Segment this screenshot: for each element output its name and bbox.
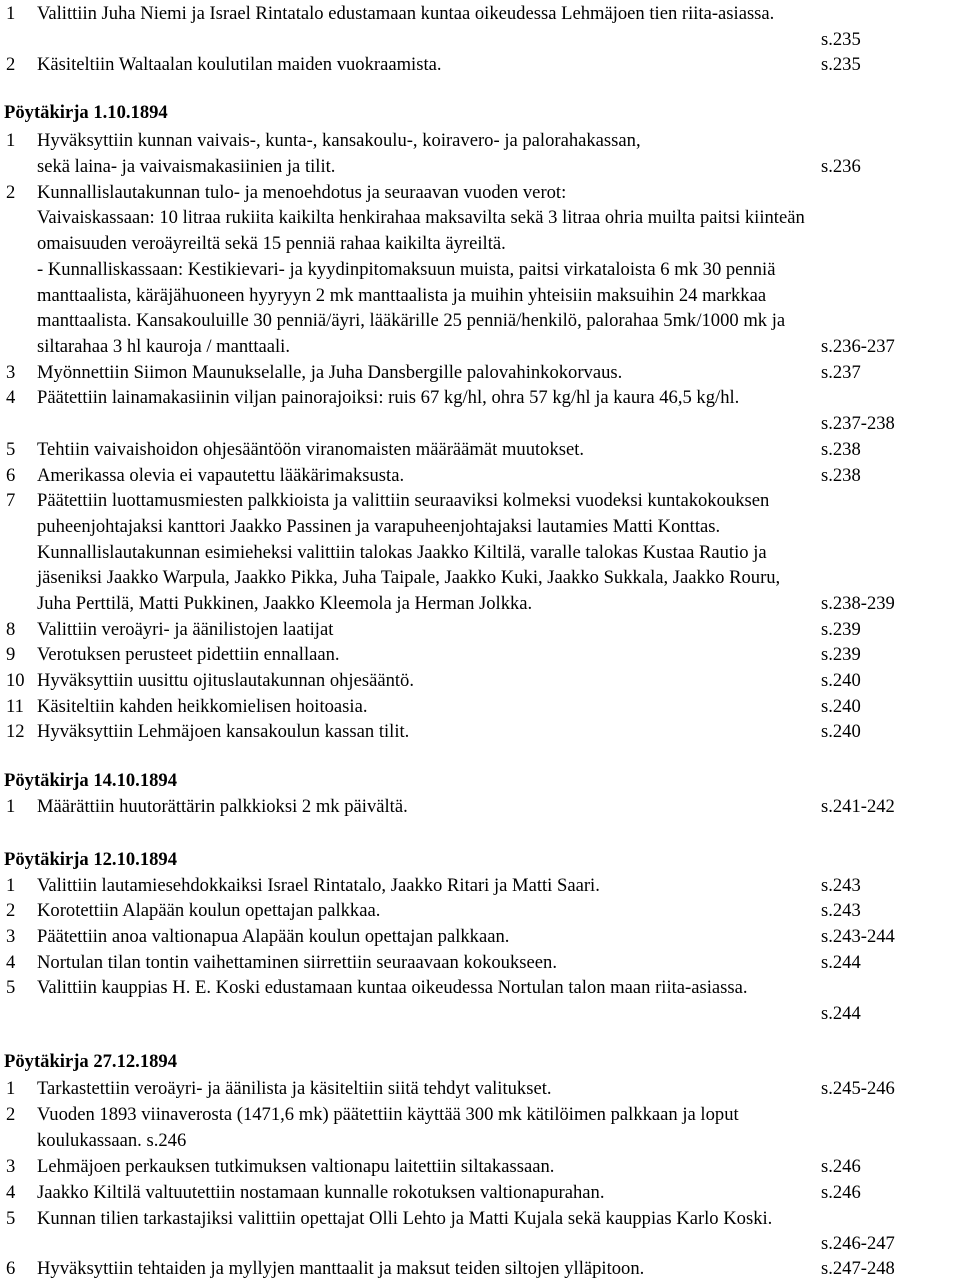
item-line	[0, 795, 960, 821]
item-line	[0, 541, 960, 567]
item-text: Vaivaiskassaan: 10 litraa rukiita kaikilta henkirahaa maksavilta sekä 3 litraa ohria muilta paitsi kiinteän	[37, 207, 805, 228]
item-text: Kunnallislautakunnan esimieheksi valittiin talokas Jaakko Kiltilä, varalle talokas Kustaa Rautio ja	[37, 542, 767, 563]
item-text: manttaalista. Kansakouluille 30 penniä/äyri, lääkärille 25 penniä/henkilö, palorahaa 5mk/1000 mk ja	[37, 310, 786, 331]
item-text: Päätettiin anoa valtionapua Alapään koulun opettajan palkkaan.	[37, 926, 510, 947]
page-reference: s.243	[821, 875, 861, 896]
item-line	[0, 720, 960, 746]
item-line	[0, 28, 960, 54]
page-reference: s.239	[821, 619, 861, 640]
item-text: Käsiteltiin kahden heikkomielisen hoitoasia.	[37, 696, 368, 717]
item-text: Vuoden 1893 viinaverosta (1471,6 mk) päätettiin käyttää 300 mk kätilöimen palkkaan ja loput	[37, 1104, 739, 1125]
page-reference: s.245-246	[821, 1078, 895, 1099]
item-line	[0, 695, 960, 721]
item-text: Nortulan tilan tontin vaihettaminen siirrettiin seuraavaan kokoukseen.	[37, 952, 557, 973]
item-text: Valittiin Juha Niemi ja Israel Rintatalo edustamaan kuntaa oikeudessa Lehmäjoen tien riita-asiassa.	[37, 3, 775, 24]
item-number: 1	[6, 3, 16, 24]
item-number: 3	[6, 926, 16, 947]
item-text: koulukassaan. s.246	[37, 1130, 187, 1151]
page-reference: s.246-247	[821, 1233, 895, 1254]
item-text: omaisuuden veroäyreiltä sekä 15 penniä rahaa kaikilta äyreiltä.	[37, 233, 506, 254]
item-text: siltarahaa 3 hl kauroja / manttaali.	[37, 336, 290, 357]
item-text: jäseniksi Jaakko Warpula, Jaakko Pikka, Juha Taipale, Jaakko Kuki, Jaakko Sukkala, Jaakko Rouru,	[37, 567, 781, 588]
item-text: Lehmäjoen perkauksen tutkimuksen valtionapu laitettiin siltakassaan.	[37, 1156, 555, 1177]
item-line	[0, 489, 960, 515]
item-number: 7	[6, 490, 16, 511]
item-line	[0, 438, 960, 464]
item-number: 6	[6, 465, 16, 486]
page-reference: s.244	[821, 1003, 861, 1024]
item-text: Juha Perttilä, Matti Pukkinen, Jaakko Kleemola ja Herman Jolkka.	[37, 593, 533, 614]
item-line	[0, 618, 960, 644]
item-line	[0, 232, 960, 258]
minutes-heading	[0, 769, 960, 795]
item-line	[0, 566, 960, 592]
item-line	[0, 284, 960, 310]
heading-text: Pöytäkirja 14.10.1894	[4, 770, 178, 791]
item-text: Tehtiin vaivaishoidon ohjesääntöön viranomaisten määräämät muutokset.	[37, 439, 585, 460]
item-line	[0, 386, 960, 412]
item-line	[0, 2, 960, 28]
item-number: 1	[6, 875, 16, 896]
item-text: Käsiteltiin Waltaalan koulutilan maiden vuokraamista.	[37, 54, 442, 75]
item-number: 4	[6, 387, 16, 408]
item-text: Hyväksyttiin kunnan vaivais-, kunta-, kansakoulu-, koiravero- ja palorahakassan,	[37, 130, 641, 151]
item-text: Valittiin lautamiesehdokkaiksi Israel Rintatalo, Jaakko Ritari ja Matti Saari.	[37, 875, 600, 896]
page-reference: s.246	[821, 1156, 861, 1177]
page-reference: s.241-242	[821, 796, 895, 817]
item-line	[0, 1257, 960, 1283]
item-text: Valittiin veroäyri- ja äänilistojen laatijat	[37, 619, 334, 640]
item-line	[0, 1207, 960, 1233]
item-text: Päätettiin luottamusmiesten palkkioista ja valittiin seuraaviksi kolmeksi vuodeksi kuntakokouksen	[37, 490, 770, 511]
item-text: Kunnan tilien tarkastajiksi valittiin opettajat Olli Lehto ja Matti Kujala sekä kauppias Karlo Koski.	[37, 1208, 773, 1229]
item-line	[0, 1181, 960, 1207]
item-line	[0, 592, 960, 618]
page-reference: s.240	[821, 721, 861, 742]
page-reference: s.247-248	[821, 1258, 895, 1279]
item-line	[0, 309, 960, 335]
item-text: Kunnallislautakunnan tulo- ja menoehdotus ja seuraavan vuoden verot:	[37, 182, 567, 203]
page-reference: s.238	[821, 439, 861, 460]
item-number: 8	[6, 619, 16, 640]
item-number: 5	[6, 1208, 16, 1229]
page-reference: s.244	[821, 952, 861, 973]
item-line	[0, 155, 960, 181]
item-line	[0, 1155, 960, 1181]
item-text: Määrättiin huutorättärin palkkioksi 2 mk päivältä.	[37, 796, 408, 817]
heading-text: Pöytäkirja 27.12.1894	[4, 1051, 178, 1072]
item-text: sekä laina- ja vaivaismakasiinien ja tilit.	[37, 156, 336, 177]
item-text: - Kunnalliskassaan: Kestikievari- ja kyydinpitomaksuun muista, paitsi virkataloista 6 mk 30 penniä	[37, 259, 776, 280]
item-number: 10	[6, 670, 25, 691]
item-line	[0, 206, 960, 232]
item-line	[0, 669, 960, 695]
page-reference: s.238-239	[821, 593, 895, 614]
item-text: Verotuksen perusteet pidettiin ennallaan.	[37, 644, 340, 665]
page-reference: s.240	[821, 696, 861, 717]
item-number: 5	[6, 977, 16, 998]
item-number: 2	[6, 900, 16, 921]
item-line	[0, 1103, 960, 1129]
item-text: Hyväksyttiin Lehmäjoen kansakoulun kassan tilit.	[37, 721, 410, 742]
item-number: 3	[6, 1156, 16, 1177]
page-reference: s.237-238	[821, 413, 895, 434]
item-text: Jaakko Kiltilä valtuutettiin nostamaan kunnalle rokotuksen valtionapurahan.	[37, 1182, 605, 1203]
item-text: Myönnettiin Siimon Maunukselalle, ja Juha Dansbergille palovahinkokorvaus.	[37, 362, 623, 383]
item-number: 4	[6, 952, 16, 973]
minutes-heading	[0, 848, 960, 874]
minutes-heading	[0, 101, 960, 127]
item-number: 1	[6, 130, 16, 151]
item-line	[0, 1232, 960, 1258]
item-number: 1	[6, 796, 16, 817]
item-number: 9	[6, 644, 16, 665]
item-line	[0, 181, 960, 207]
item-text: Hyväksyttiin tehtaiden ja myllyjen manttaalit ja maksut teiden siltojen ylläpitoon.	[37, 1258, 645, 1279]
item-number: 5	[6, 439, 16, 460]
page-reference: s.236-237	[821, 336, 895, 357]
item-text: Amerikassa olevia ei vapautettu lääkärimaksusta.	[37, 465, 405, 486]
item-line	[0, 1002, 960, 1028]
item-line	[0, 412, 960, 438]
item-line	[0, 874, 960, 900]
page-reference: s.239	[821, 644, 861, 665]
item-text: Hyväksyttiin uusittu ojituslautakunnan ohjesääntö.	[37, 670, 414, 691]
page-reference: s.240	[821, 670, 861, 691]
item-line	[0, 925, 960, 951]
item-text: Korotettiin Alapään koulun opettajan palkkaa.	[37, 900, 381, 921]
item-number: 2	[6, 54, 16, 75]
item-line	[0, 258, 960, 284]
page-reference: s.243-244	[821, 926, 895, 947]
minutes-heading	[0, 1050, 960, 1076]
page-reference: s.246	[821, 1182, 861, 1203]
page-reference: s.236	[821, 156, 861, 177]
item-line	[0, 951, 960, 977]
item-number: 12	[6, 721, 25, 742]
page-reference: s.235	[821, 54, 861, 75]
item-number: 2	[6, 182, 16, 203]
page-reference: s.238	[821, 465, 861, 486]
item-number: 11	[6, 696, 24, 717]
item-line	[0, 361, 960, 387]
item-text: Tarkastettiin veroäyri- ja äänilista ja käsiteltiin siitä tehdyt valitukset.	[37, 1078, 552, 1099]
item-line	[0, 335, 960, 361]
item-text: puheenjohtajaksi kanttori Jaakko Passinen ja varapuheenjohtajaksi lautamies Matti Konttas.	[37, 516, 721, 537]
item-line	[0, 129, 960, 155]
item-line	[0, 899, 960, 925]
item-line	[0, 464, 960, 490]
item-number: 6	[6, 1258, 16, 1279]
item-line	[0, 53, 960, 79]
heading-text: Pöytäkirja 1.10.1894	[4, 102, 168, 123]
item-line	[0, 643, 960, 669]
item-text: Valittiin kauppias H. E. Koski edustamaan kuntaa oikeudessa Nortulan talon maan riita-asiassa.	[37, 977, 748, 998]
page-reference: s.243	[821, 900, 861, 921]
heading-text: Pöytäkirja 12.10.1894	[4, 849, 178, 870]
page-reference: s.235	[821, 29, 861, 50]
item-line	[0, 515, 960, 541]
page-reference: s.237	[821, 362, 861, 383]
item-number: 3	[6, 362, 16, 383]
item-text: Päätettiin lainamakasiinin viljan painorajoiksi: ruis 67 kg/hl, ohra 57 kg/hl ja kaura 46,5 kg/hl.	[37, 387, 740, 408]
item-line	[0, 1129, 960, 1155]
item-number: 1	[6, 1078, 16, 1099]
item-line	[0, 1077, 960, 1103]
item-number: 4	[6, 1182, 16, 1203]
item-text: manttaalista, käräjähuoneen hyyryyn 2 mk manttaalista ja muihin yhteisiin maksuihin 24 markkaa	[37, 285, 767, 306]
item-line	[0, 976, 960, 1002]
item-number: 2	[6, 1104, 16, 1125]
